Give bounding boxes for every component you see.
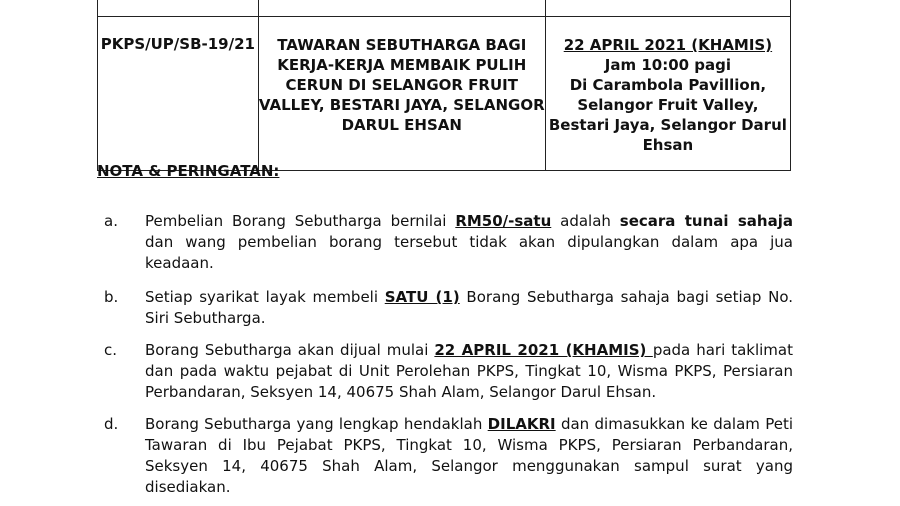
header-cell <box>545 0 790 17</box>
table-header-row <box>98 0 791 17</box>
tender-table <box>97 0 791 171</box>
note-label: b. <box>104 288 119 306</box>
note-text: Borang Sebutharga yang lengkap hendaklah DILAKRI dan dimasukkan ke dalam Peti Tawaran di Ibu Pejabat PKPS, Tingkat 10, Wisma PKPS, Persiaran Perbandaran, Seksyen 14, 40675 Shah Alam, Selangor menggunakan sampul surat yang disediakan. <box>145 415 793 496</box>
briefing-venue: Di Carambola Pavillion, Selangor Fruit Valley, Bestari Jaya, Selangor Darul Ehsan <box>548 76 787 154</box>
briefing-time: Jam 10:00 pagi <box>604 56 732 74</box>
note-label: c. <box>104 341 118 359</box>
note-label: a. <box>104 212 118 230</box>
nota-heading: NOTA & PERINGATAN: <box>97 162 280 180</box>
note-label: d. <box>104 415 119 433</box>
tender-title: TAWARAN SEBUTHARGA BAGI KERJA-KERJA MEMBAIK PULIH CERUN DI SELANGOR FRUIT VALLEY, BESTARI JAYA, SELANGOR DARUL EHSAN <box>258 17 545 171</box>
briefing-details <box>545 17 790 171</box>
header-cell <box>98 0 259 17</box>
note-text: Setiap syarikat layak membeli SATU (1) Borang Sebutharga sahaja bagi setiap No. Siri Sebutharga. <box>145 288 794 327</box>
reference-number: PKPS/UP/SB-19/21 <box>98 17 259 171</box>
note-text: Pembelian Borang Sebutharga bernilai RM50/-satu adalah secara tunai sahaja dan wang pembelian borang tersebut tidak akan dipulangkan dalam apa jua keadaan. <box>145 212 793 272</box>
briefing-date: 22 APRIL 2021 (KHAMIS) <box>563 36 773 54</box>
header-cell <box>258 0 545 17</box>
note-text: Borang Sebutharga akan dijual mulai 22 APRIL 2021 (KHAMIS) pada hari taklimat dan pada waktu pejabat di Unit Perolehan PKPS, Tingkat 10, Wisma PKPS, Persiaran Perbandaran, Seksyen 14, 40675 Shah Alam, Selangor Darul Ehsan. <box>145 341 793 401</box>
table-row <box>98 17 791 171</box>
